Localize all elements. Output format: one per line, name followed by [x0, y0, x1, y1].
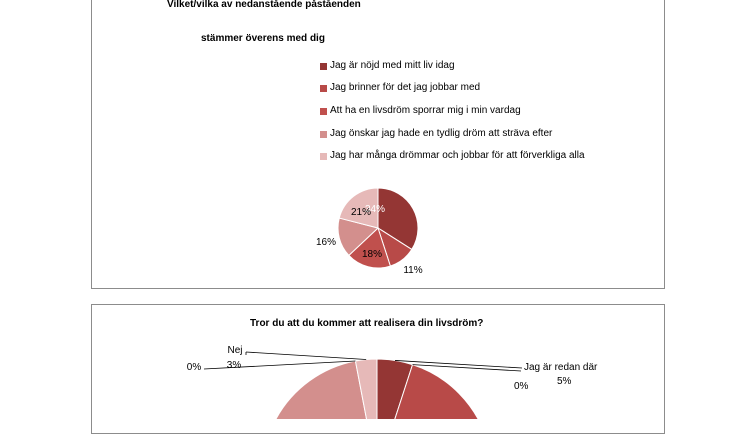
chart-title-line2: stämmer överens med dig	[201, 33, 325, 44]
data-label: 0%	[186, 362, 202, 373]
legend-label: Jag önskar jag hade en tydlig dröm att sträva efter	[330, 128, 553, 139]
data-label: 34%	[364, 204, 386, 215]
data-label: 21%	[350, 207, 372, 218]
data-label: 0%	[514, 381, 529, 392]
category-label: Jag är redan där	[524, 362, 598, 373]
data-label: 3%	[226, 360, 242, 371]
leader-line	[246, 352, 366, 360]
category-label: Nej	[227, 345, 243, 356]
legend-label: Jag brinner för det jag jobbar med	[330, 82, 481, 93]
data-label: 16%	[315, 237, 337, 248]
chart-title: Tror du att du kommer att realisera din livsdröm?	[250, 318, 484, 329]
chart-title-line1: Vilket/vilka av nedanstående påståenden	[167, 0, 361, 10]
data-label: 5%	[557, 376, 572, 387]
data-label: 11%	[403, 265, 423, 276]
data-label: 18%	[361, 249, 383, 260]
legend-label: Jag har många drömmar och jobbar för att förverkliga alla	[330, 150, 585, 161]
legend-label: Att ha en livsdröm sporrar mig i min vardag	[330, 105, 521, 116]
legend-label: Jag är nöjd med mitt liv idag	[330, 60, 455, 71]
leader-line	[413, 365, 521, 371]
